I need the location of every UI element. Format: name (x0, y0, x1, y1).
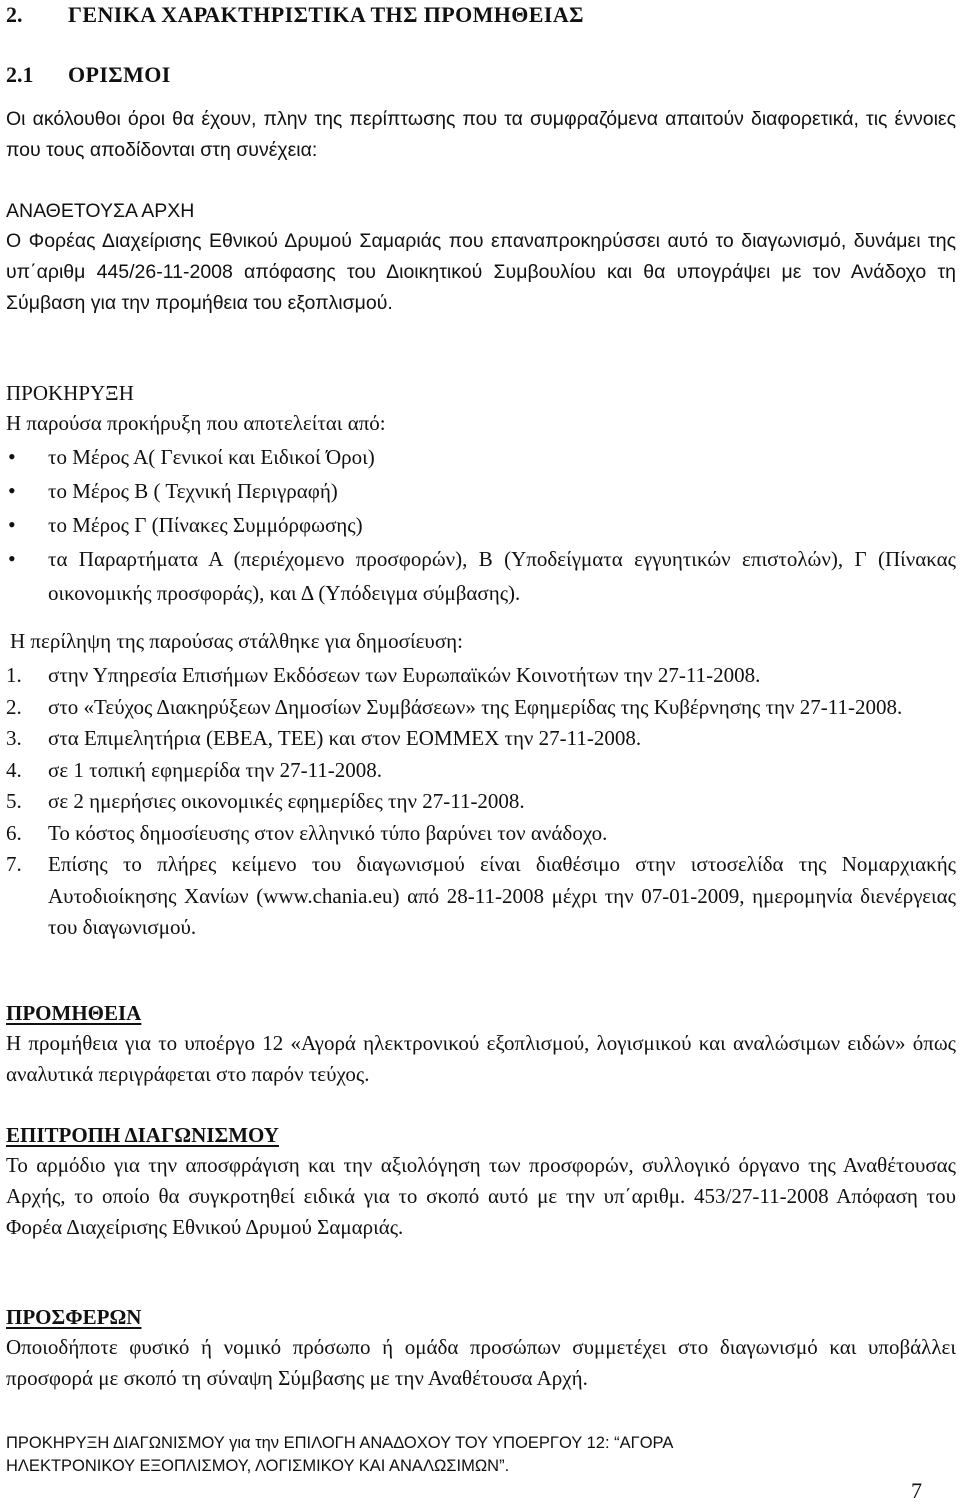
list-item: 7. Επίσης το πλήρες κείμενο του διαγωνισμού είναι διαθέσιμο στην ιστοσελίδα της Νομαρχιακής Αυτοδιοίκησης Χανίων (www.chania.eu) από 28-11-2008 μέχρι την 07-01-2009, ημερομηνία διενέργειας του διαγωνισμού. (6, 852, 956, 939)
section-number: 2. (6, 2, 23, 27)
publication-list (0, 660, 960, 944)
subsection-title: ΟΡΙΣΜΟΙ (68, 62, 171, 87)
publication-intro: Η περίληψη της παρούσας στάλθηκε για δημοσίευση: (10, 629, 463, 653)
list-item: • το Μέρος Γ (Πίνακες Συμμόρφωσης) (0, 508, 960, 542)
supply-heading: ΠΡΟΜΗΘΕΙΑ (6, 1001, 142, 1025)
contracting-authority-heading: ΑΝΑΘΕΤΟΥΣΑ ΑΡΧΗ (6, 200, 195, 222)
list-item: 6. Το κόστος δημοσίευσης στον ελληνικό τύπο βαρύνει τον ανάδοχο. (6, 820, 608, 845)
footer-line-1: ΠΡΟΚΗΡΥΞΗ ΔΙΑΓΩΝΙΣΜΟΥ για την ΕΠΙΛΟΓΗ ΑΝΑΔΟΧΟΥ ΤΟΥ ΥΠΟΕΡΓΟΥ 12: “ΑΓΟΡΑ (6, 1434, 674, 1452)
page-number: 7 (911, 1478, 922, 1503)
list-item: • το Μέρος Α( Γενικοί και Ειδικοί Όροι) (0, 440, 960, 474)
list-item: 2. στο «Τεύχος Διακηρύξεων Δημοσίων Συμβάσεων» της Εφημερίδας της Κυβέρνησης την 27-11-2008. (6, 694, 903, 719)
proclamation-heading: ΠΡΟΚΗΡΥΞΗ (6, 381, 134, 405)
supply-text: Η προμήθεια για το υποέργο 12 «Αγορά ηλεκτρονικού εξοπλισμού, λογισμικού και αναλώσιμων ειδών» όπως αναλυτικά περιγράφεται στο παρόν τεύχος. (6, 1031, 956, 1086)
list-item: • τα Παραρτήματα Α (περιέχομενο προσφορών), Β (Υποδείγματα εγγυητικών επιστολών), Γ (Πίνακας οικονομικής προσφοράς), και Δ (Υπόδειγμα σύμβασης). (0, 542, 960, 610)
definitions-intro: Οι ακόλουθοι όροι θα έχουν, πλην της περίπτωσης που τα συμφραζόμενα απαιτούν διαφορετικά, τις έννοιες που τους αποδίδονται στη συνέχεια: (6, 108, 956, 161)
list-item: 5. σε 2 ημερήσιες οικονομικές εφημερίδες την 27-11-2008. (6, 789, 525, 813)
bullet-icon: • (8, 478, 16, 503)
footer-line-2: ΗΛΕΚΤΡΟΝΙΚΟΥ ΕΞΟΠΛΙΣΜΟΥ, ΛΟΓΙΣΜΙΚΟΥ ΚΑΙ ΑΝΑΛΩΣΙΜΩΝ”. (6, 1457, 510, 1475)
section-title: ΓΕΝΙΚΑ ΧΑΡΑΚΤΗΡΙΣΤΙΚΑ ΤΗΣ ΠΡΟΜΗΘΕΙΑΣ (68, 2, 584, 27)
contracting-authority-text: Ο Φορέας Διαχείρισης Εθνικού Δρυμού Σαμαριάς που επαναπροκηρύσσει αυτό το διαγωνισμό, δυνάμει της υπ΄αριθμ 445/26-11-2008 απόφασης του Διοικητικού Συμβουλίου και θα υπογράψει με τον Ανάδοχο τη Σύμβαση για την προμήθεια του εξοπλισμού. (6, 230, 956, 314)
bullet-icon: • (8, 512, 16, 537)
bidder-heading: ΠΡΟΣΦΕΡΩΝ (6, 1305, 142, 1329)
page-footer (6, 1432, 946, 1478)
proclamation-parts-list (0, 440, 960, 610)
bullet-icon: • (8, 444, 16, 469)
committee-heading: ΕΠΙΤΡΟΠΗ ΔΙΑΓΩΝΙΣΜΟΥ (6, 1123, 279, 1147)
proclamation-intro: Η παρούσα προκήρυξη που αποτελείται από: (6, 411, 386, 435)
committee-text: Το αρμόδιο για την αποσφράγιση και την αξιολόγηση των προσφορών, συλλογικό όργανο της Αναθέτουσας Αρχής, το οποίο θα συγκροτηθεί ειδικά για το σκοπό αυτό με την υπ΄αριθμ. 453/27-11-2008 Απόφαση του Φορέα Διαχείρισης Εθνικού Δρυμού Σαμαριάς. (6, 1153, 956, 1239)
bullet-icon: • (8, 546, 16, 571)
subsection-number: 2.1 (6, 62, 34, 87)
list-item: 4. σε 1 τοπική εφημερίδα την 27-11-2008. (6, 757, 383, 782)
list-item: 1. στην Υπηρεσία Επισήμων Εκδόσεων των Ευρωπαϊκών Κοινοτήτων την 27-11-2008. (6, 663, 761, 687)
bidder-text: Οποιοδήποτε φυσικό ή νομικό πρόσωπο ή ομάδα προσώπων συμμετέχει στο διαγωνισμό και υποβάλλει προσφορά με σκοπό τη σύναψη Σύμβασης με την Αναθέτουσα Αρχή. (6, 1335, 956, 1390)
list-item: 3. στα Επιμελητήρια (ΕΒΕΑ, ΤΕΕ) και στον ΕΟΜΜΕΧ την 27-11-2008. (6, 726, 642, 750)
list-item: • το Μέρος Β ( Τεχνική Περιγραφή) (0, 474, 960, 508)
